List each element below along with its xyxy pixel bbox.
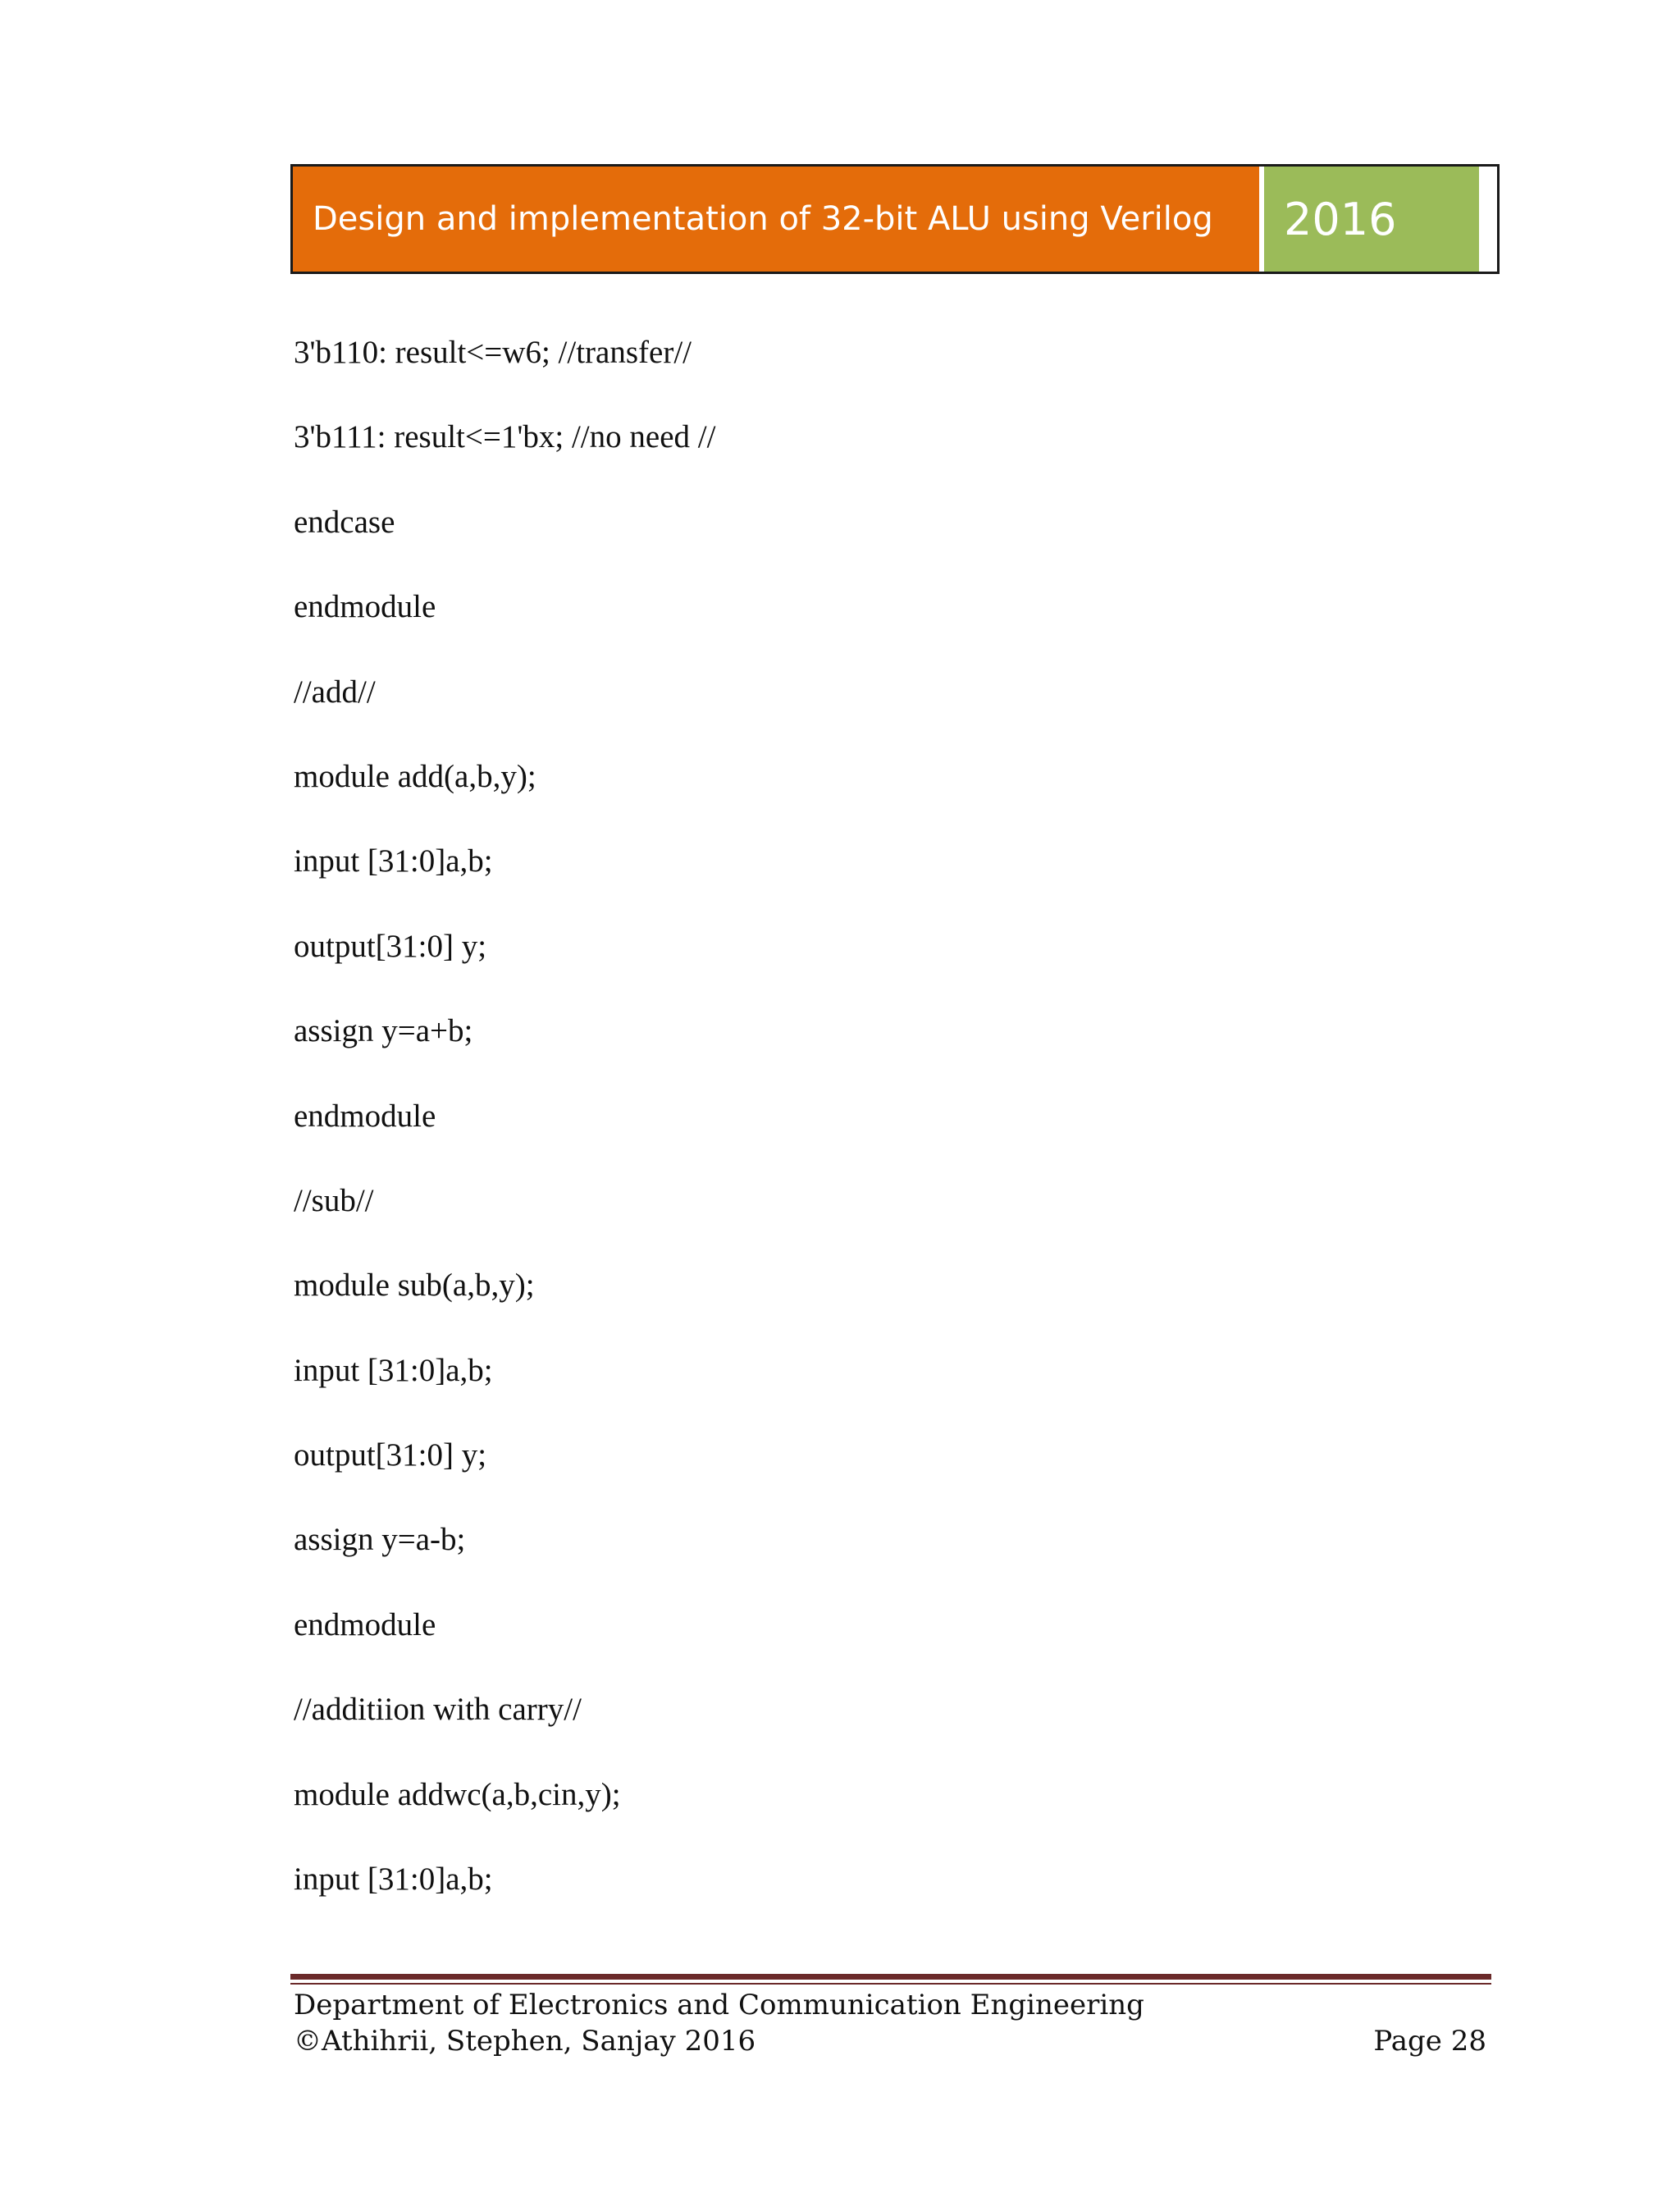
code-line: assign y=a-b; xyxy=(294,1522,466,1558)
code-line: 3'b111: result<=1'bx; //no need // xyxy=(294,419,716,455)
code-line: //add// xyxy=(294,674,376,710)
header-year-box xyxy=(1264,167,1479,272)
code-line: module add(a,b,y); xyxy=(294,758,536,794)
code-line: input [31:0]a,b; xyxy=(294,1352,493,1388)
header-title-box xyxy=(293,167,1259,272)
code-line: endcase xyxy=(294,504,395,540)
code-line: module sub(a,b,y); xyxy=(294,1268,535,1304)
code-line: input [31:0]a,b; xyxy=(294,1861,493,1898)
header-year: 2016 xyxy=(1284,193,1397,245)
header-title: Design and implementation of 32-bit ALU using Verilog xyxy=(313,200,1213,238)
page-header-banner xyxy=(290,164,1500,274)
code-line: output[31:0] y; xyxy=(294,928,487,964)
footer-rule-thin xyxy=(290,1983,1491,1985)
code-line: 3'b110: result<=w6; //transfer// xyxy=(294,335,692,370)
footer-rule-thick xyxy=(290,1974,1491,1980)
footer-page-number: Page 28 xyxy=(1373,2025,1486,2058)
code-line: assign y=a+b; xyxy=(294,1013,473,1049)
code-line: output[31:0] y; xyxy=(294,1437,487,1473)
code-line: endmodule xyxy=(294,1098,436,1134)
footer-department: Department of Electronics and Communication Engineering xyxy=(294,1989,1144,2021)
code-line: //additiion with carry// xyxy=(294,1692,582,1728)
code-listing xyxy=(294,328,1442,1939)
code-line: endmodule xyxy=(294,1606,436,1642)
code-line: module addwc(a,b,cin,y); xyxy=(294,1776,621,1812)
code-line: //sub// xyxy=(294,1182,374,1218)
code-line: endmodule xyxy=(294,589,436,625)
footer-copyright: ©Athihrii, Stephen, Sanjay 2016 xyxy=(294,2025,756,2058)
code-line: input [31:0]a,b; xyxy=(294,843,493,879)
